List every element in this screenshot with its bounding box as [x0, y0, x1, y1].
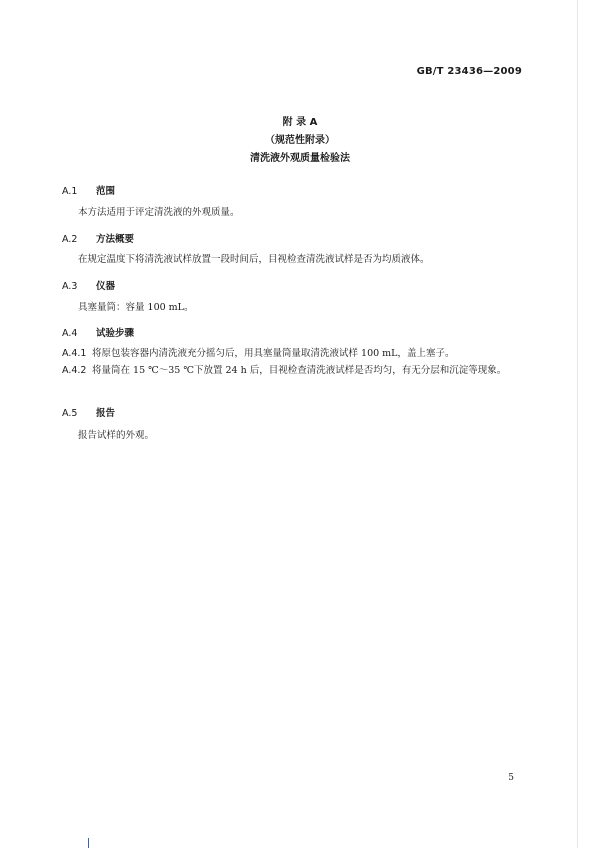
section-title-text: 试验步骤 — [96, 328, 135, 339]
step-number: A.4.2 — [62, 365, 87, 376]
step-text: 将量筒在 15 ℃～35 ℃下放置 24 h 后，目视检查清洗液试样是否均匀，有无分层和沉淀等现象。 — [92, 365, 507, 376]
section-number: A.2 — [62, 234, 78, 245]
scan-edge-line — [577, 0, 578, 848]
section-text-a1: 本方法适用于评定清洗液的外观质量。 — [78, 207, 240, 218]
section-number: A.5 — [62, 408, 78, 419]
section-number: A.3 — [62, 281, 78, 292]
section-title-text: 报告 — [96, 408, 116, 419]
section-title-a2 — [62, 231, 134, 245]
section-text-a5: 报告试样的外观。 — [78, 430, 155, 441]
section-title-text: 方法概要 — [96, 234, 135, 245]
standard-code: GB/T 23436—2009 — [416, 66, 522, 77]
step-a4-2 — [62, 363, 532, 379]
annex-label: 附 录 A — [282, 117, 318, 128]
section-number: A.4 — [62, 328, 78, 339]
step-text: 将原包装容器内清洗液充分摇匀后，用具塞量筒量取清洗液试样 100 mL，盖上塞子。 — [92, 348, 455, 359]
section-title-text: 范围 — [96, 186, 116, 197]
section-text-a2: 在规定温度下将清洗液试样放置一段时间后，目视检查清洗液试样是否为均质液体。 — [78, 254, 430, 265]
annex-title: 清洗液外观质量检验法 — [250, 153, 350, 164]
section-title-a5 — [62, 405, 115, 419]
section-title-text: 仪器 — [96, 281, 116, 292]
section-title-a1 — [62, 183, 115, 197]
bottom-edge-mark — [88, 838, 89, 848]
annex-heading — [0, 114, 600, 168]
section-title-a4 — [62, 325, 134, 339]
step-a4-1 — [62, 346, 532, 362]
section-number: A.1 — [62, 186, 78, 197]
annex-type: （规范性附录） — [265, 135, 335, 146]
step-number: A.4.1 — [62, 348, 87, 359]
page-number: 5 — [508, 773, 514, 783]
section-text-a3: 具塞量筒：容量 100 mL。 — [78, 302, 194, 313]
section-title-a3 — [62, 278, 115, 292]
